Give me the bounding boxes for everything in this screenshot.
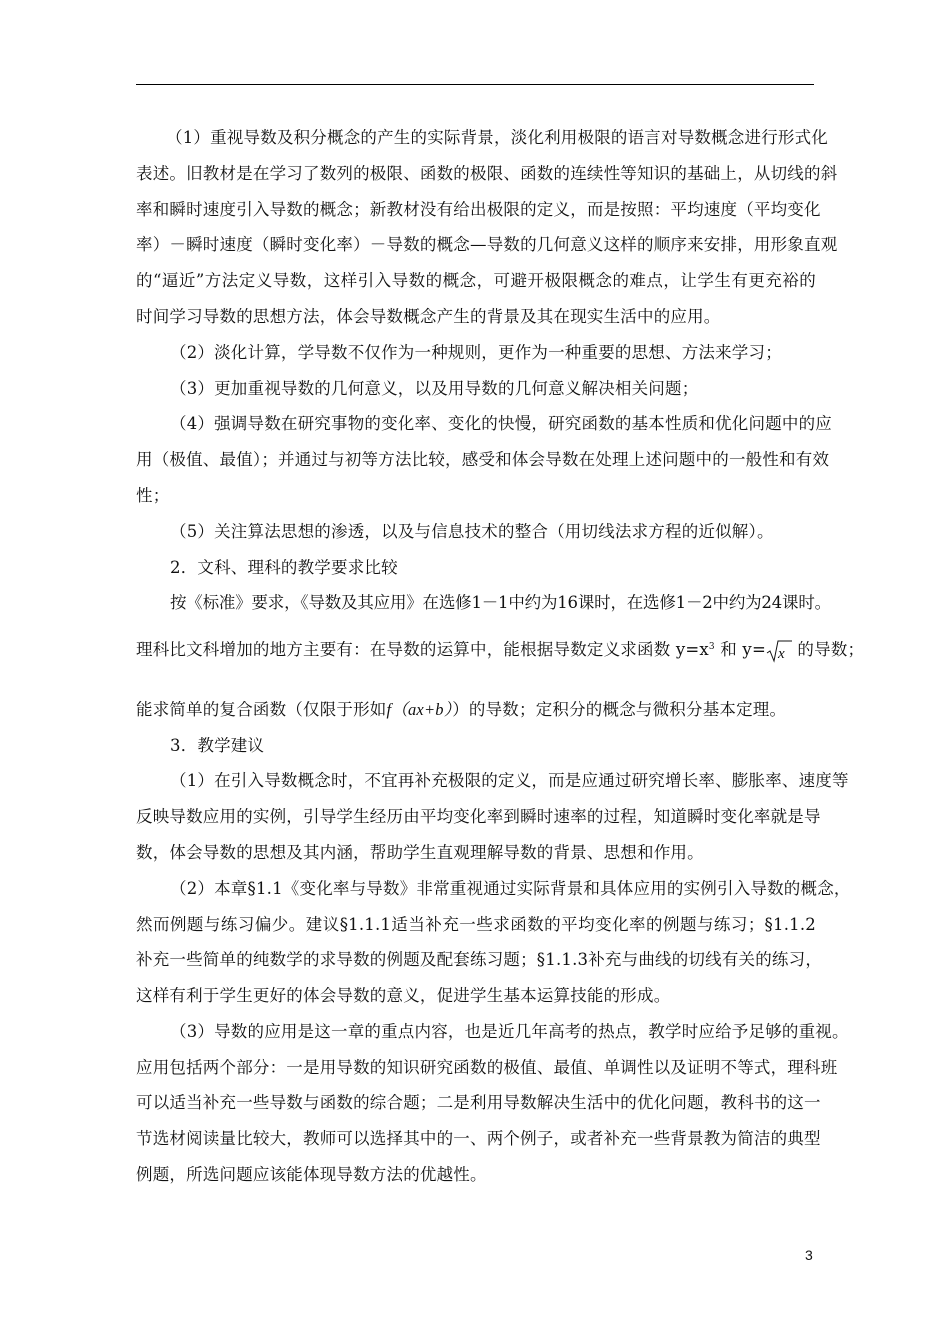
paragraph-line: （5）关注算法思想的渗透，以及与信息技术的整合（用切线法求方程的近似解）。: [170, 522, 774, 541]
paragraph-line: 例题，所选问题应该能体现导数方法的优越性。: [136, 1165, 487, 1184]
paragraph-line: （1）在引入导数概念时，不宜再补充极限的定义，而是应通过研究增长率、膨胀率、速度等: [170, 771, 849, 790]
section-heading: 3．教学建议: [170, 736, 265, 755]
paragraph-line: 这样有利于学生更好的体会导数的意义，促进学生基本运算技能的形成。: [136, 986, 671, 1005]
paragraph-line: 能求简单的复合函数（仅限于形如f（ax+b））的导数；定积分的概念与微积分基本定理。: [136, 700, 787, 719]
paragraph-line: （1）重视导数及积分概念的产生的实际背景，淡化利用极限的语言对导数概念进行形式化: [166, 128, 828, 147]
section-heading: 2．文科、理科的教学要求比较: [170, 558, 398, 577]
page-number: 3: [805, 1247, 813, 1263]
paragraph-line: 用（极值、最值）；并通过与初等方法比较，感受和体会导数在处理上述问题中的一般性和有效: [136, 450, 830, 469]
paragraph-line: （3）更加重视导数的几何意义，以及用导数的几何意义解决相关问题；: [170, 379, 699, 398]
paragraph-line: （2）淡化计算，学导数不仅作为一种规则，更作为一种重要的思想、方法来学习；: [170, 343, 782, 362]
paragraph-line: 时间学习导数的思想方法，体会导数概念产生的背景及其在现实生活中的应用。: [136, 307, 721, 326]
paragraph-line: （2）本章§1.1《变化率与导数》非常重视通过实际背景和具体应用的实例引入导数的概念，: [170, 879, 851, 898]
paragraph-line: 的“逼近”方法定义导数，这样引入导数的概念，可避开极限概念的难点，让学生有更充裕的: [136, 271, 816, 290]
formula-line: 理科比文科增加的地方主要有：在导数的运算中，能根据导数定义求函数 $y=x^3$ 和 y= x 的导数；: [136, 640, 865, 662]
paragraph-line: 数，体会导数的思想及其内涵，帮助学生直观理解导数的背景、思想和作用。: [136, 843, 704, 862]
sqrt-symbol: x: [766, 641, 792, 663]
paragraph-line: 节选材阅读量比较大，教师可以选择其中的一、两个例子，或者补充一些背景教为简洁的典型: [136, 1129, 821, 1148]
paragraph-line: 可以适当补充一些导数与函数的综合题；二是利用导数解决生活中的优化问题，教科书的这一: [136, 1093, 821, 1112]
paragraph-line: 率和瞬时速度引入导数的概念；新教材没有给出极限的定义，而是按照：平均速度（平均变化: [136, 200, 821, 219]
paragraph-line: 率）－瞬时速度（瞬时变化率）－导数的概念—导数的几何意义这样的顺序来安排，用形象直观: [136, 235, 838, 254]
math-expression: f（ax+b）: [386, 700, 453, 719]
paragraph-line: 性；: [136, 486, 170, 505]
exponent: 3: [708, 642, 715, 652]
header-rule: [136, 84, 814, 85]
paragraph-line: 应用包括两个部分：一是用导数的知识研究函数的极值、最值、单调性以及证明不等式，理科班: [136, 1058, 838, 1077]
paragraph-line: （4）强调导数在研究事物的变化率、变化的快慢，研究函数的基本性质和优化问题中的应: [170, 414, 832, 433]
paragraph-line: 按《标准》要求，《导数及其应用》在选修1－1中约为16课时，在选修1－2中约为24课时。: [170, 593, 831, 612]
paragraph-line: （3）导数的应用是这一章的重点内容，也是近几年高考的热点，教学时应给予足够的重视。: [170, 1022, 849, 1041]
paragraph-line: 然而例题与练习偏少。建议§1.1.1适当补充一些求函数的平均变化率的例题与练习；§1.1.2: [136, 915, 816, 934]
paragraph-line: 反映导数应用的实例，引导学生经历由平均变化率到瞬时速率的过程，知道瞬时变化率就是导: [136, 807, 821, 826]
paragraph-line: 补充一些简单的纯数学的求导数的例题及配套练习题；§1.1.3补充与曲线的切线有关的练习，: [136, 950, 823, 969]
paragraph-line: 表述。旧教材是在学习了数列的极限、函数的极限、函数的连续性等知识的基础上，从切线的斜: [136, 164, 838, 183]
